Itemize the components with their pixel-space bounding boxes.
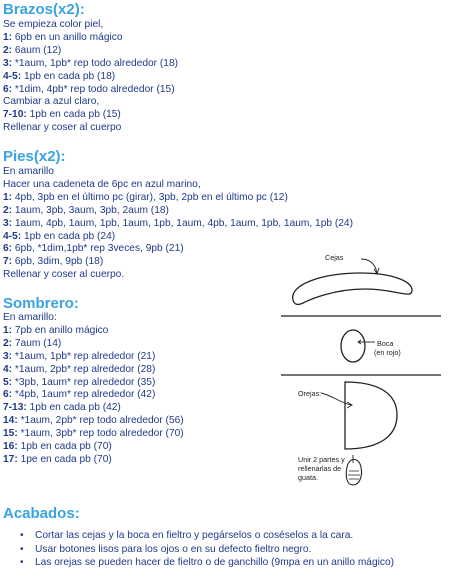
sombrero-row-label: 15:	[3, 428, 18, 440]
unir-label-1: Unir 2 partes y	[298, 455, 345, 464]
sombrero-line	[3, 428, 184, 440]
orejas-shape	[345, 382, 397, 449]
sombrero-row-text: *1aum, 2pb* rep alrededor (28)	[12, 363, 156, 375]
sombrero-row-label: 6:	[3, 389, 13, 401]
pies-row-text: 1aum, 3pb, 3aum, 3pb, 2aum (18)	[12, 204, 169, 216]
brazos-line	[3, 19, 103, 31]
pies-line	[3, 269, 124, 281]
pies-line	[3, 218, 353, 230]
pies-line	[3, 205, 169, 217]
brazos-row-label: 6:	[3, 83, 13, 95]
sombrero-row-label: 4:	[3, 363, 13, 375]
brazos-title: Brazos(x2):	[3, 1, 85, 18]
sombrero-row-label: 17:	[3, 453, 18, 465]
sombrero-row-text: 1pb en cada pb (42)	[26, 402, 121, 414]
brazos-line	[3, 84, 175, 96]
cejas-shape	[293, 273, 412, 304]
pies-row-label: 3:	[3, 217, 13, 229]
cejas-arrow	[361, 259, 377, 273]
sombrero-line	[3, 415, 184, 427]
sombrero-row-text: *1aum, 3pb* rep todo alrededor (70)	[17, 428, 184, 440]
unir-label-2: rellenarlas de	[298, 464, 342, 473]
sombrero-row-text: *3pb, 1aum* rep alrededor (35)	[12, 376, 156, 388]
pies-row-label: 1:	[3, 191, 13, 203]
sombrero-row-label: 7-13:	[3, 402, 27, 414]
pies-line	[3, 192, 288, 204]
sombrero-row-label: 3:	[3, 350, 13, 362]
boca-shape	[341, 330, 365, 362]
sombrero-title: Sombrero:	[3, 295, 79, 312]
brazos-line	[3, 58, 178, 70]
acabados-list	[20, 529, 394, 570]
brazos-row-text: Se empieza color piel,	[3, 19, 104, 30]
pies-row-text: 1pb en cada pb (24)	[21, 230, 116, 242]
acabados-item: • Usar botones lisos para los ojos o en su defecto fieltro negro.	[20, 543, 394, 557]
brazos-row-text: Cambiar a azul claro,	[3, 96, 100, 108]
sombrero-row-text: 7aum (14)	[12, 337, 62, 349]
orejas-label: Orejas:	[298, 389, 322, 398]
brazos-row-label: 4-5:	[3, 70, 22, 82]
sombrero-line	[3, 441, 112, 453]
brazos-row-label: 2:	[3, 44, 13, 56]
sombrero-row-text: 1pe en cada pb (70)	[17, 453, 112, 465]
pies-row-text: 1aum, 4pb, 1aum, 1pb, 1aum, 1pb, 1aum, 4pb, 1aum, 1pb, 1aum, 1pb (24)	[12, 217, 353, 229]
brazos-row-text: *1aum, 1pb* rep todo alrededor (18)	[12, 57, 178, 69]
sombrero-row-text: *1aum, 1pb* rep alrededor (21)	[12, 350, 156, 362]
brazos-row-text: *1dim, 4pb* rep todo alrededor (15)	[12, 83, 175, 95]
pies-row-label: 7:	[3, 256, 13, 268]
pies-line	[3, 256, 103, 268]
sombrero-line	[3, 351, 155, 363]
pies-row-text: Hacer una cadeneta de 6pc en azul marino,	[3, 178, 201, 190]
sombrero-row-label: 2:	[3, 337, 13, 349]
brazos-line	[3, 45, 61, 57]
sombrero-row-label: 1:	[3, 324, 13, 336]
pies-line	[3, 179, 201, 191]
sombrero-row-label: 14:	[3, 415, 18, 427]
ear-sketch	[346, 460, 361, 486]
sombrero-line	[3, 454, 112, 466]
acabados-item: • Las orejas se pueden hacer de fieltro o de ganchillo (9mpa en un anillo mágico)	[20, 556, 394, 570]
acabados-title: Acabados:	[3, 505, 80, 522]
pies-row-text: 6pb, 3dim, 9pb (18)	[12, 256, 104, 268]
pies-line	[3, 231, 115, 243]
sombrero-row-label: 16:	[3, 441, 18, 452]
sombrero-line	[3, 325, 108, 337]
brazos-line	[3, 109, 121, 121]
cejas-label: Cejas	[325, 253, 344, 262]
pies-row-text: Rellenar y coser al cuerpo.	[3, 269, 125, 281]
sombrero-row-text: En amarillo:	[3, 312, 57, 323]
pies-row-label: 6:	[3, 243, 13, 255]
orejas-arrow	[321, 393, 351, 405]
pies-line	[3, 243, 184, 255]
brazos-row-label: 3:	[3, 57, 13, 69]
brazos-row-label: 7-10:	[3, 109, 27, 121]
sombrero-row-text: *1aum, 2pb* rep todo alrededor (56)	[17, 415, 184, 427]
sombrero-row-text: 7pb en anillo mágico	[12, 324, 109, 336]
pies-row-text: 4pb, 3pb en el último pc (girar), 3pb, 2pb en el último pc (12)	[12, 191, 288, 203]
pies-row-label: 2:	[3, 204, 13, 216]
sombrero-line	[3, 377, 155, 389]
brazos-row-label: 1:	[3, 31, 13, 43]
brazos-line	[3, 122, 121, 134]
boca-label: Boca	[377, 339, 394, 348]
brazos-row-text: 1pb en cada pb (15)	[26, 109, 121, 121]
pies-line	[3, 166, 54, 178]
pies-row-label: 4-5:	[3, 230, 22, 242]
sombrero-row-text: *4pb, 1aum* rep alrededor (42)	[12, 389, 156, 401]
pies-title: Pies(x2):	[3, 148, 66, 165]
pies-row-text: 6pb, *1dim,1pb* rep 3veces, 9pb (21)	[12, 243, 184, 255]
boca-label-sub: (en rojo)	[374, 348, 401, 357]
sombrero-line	[3, 364, 155, 376]
sombrero-row-text: 1pb en cada pb (70)	[17, 441, 112, 452]
sombrero-line	[3, 312, 57, 324]
sombrero-row-label: 5:	[3, 376, 13, 388]
brazos-line	[3, 32, 123, 44]
brazos-line	[3, 96, 99, 108]
acabados-item: • Cortar las cejas y la boca en fieltro y pegárselos o coséselos a la cara.	[20, 529, 394, 543]
brazos-line	[3, 71, 115, 83]
sombrero-line	[3, 338, 61, 350]
brazos-row-text: 1pb en cada pb (18)	[21, 70, 116, 82]
brazos-row-text: 6pb en un anillo mágico	[12, 31, 123, 43]
brazos-row-text: Rellenar y coser al cuerpo	[3, 122, 122, 134]
sombrero-line	[3, 402, 121, 414]
sombrero-line	[3, 389, 155, 401]
pies-row-text: En amarillo	[3, 166, 54, 177]
unir-label-3: guata.	[298, 473, 318, 482]
brazos-row-text: 6aum (12)	[12, 44, 62, 56]
